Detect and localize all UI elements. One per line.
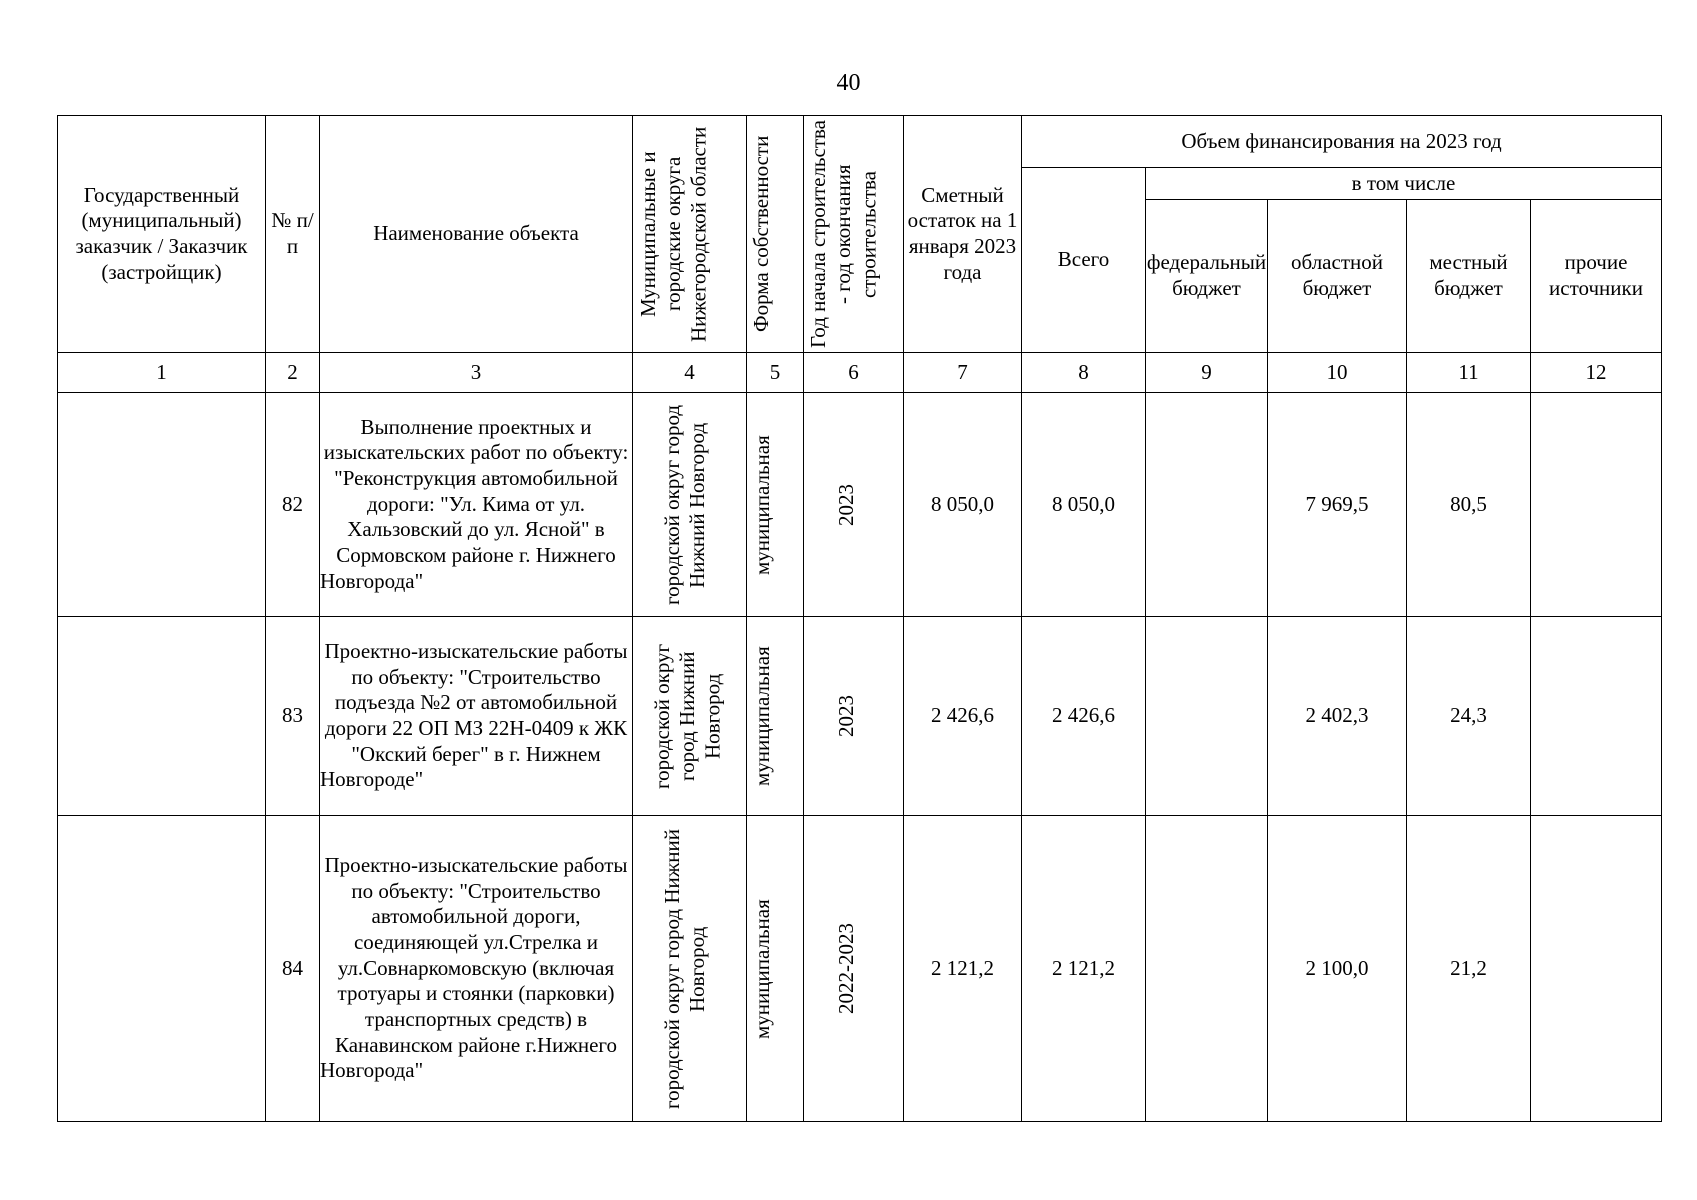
other-cell [1531,393,1662,617]
district-cell [633,393,747,617]
object-name: Проектно-изыскательские работы по объекту: "Строительство подъезда №2 от автомобильной дороги 22 ОП МЗ 22Н-0409 к ЖК "Окский берег" в г. Нижнем Новгороде" [320,617,633,816]
page-number: 40 [836,70,861,96]
estimate-cell: 2 121,2 [904,816,1022,1122]
ownership-cell [747,617,804,816]
local-cell: 80,5 [1407,393,1531,617]
federal-cell [1146,617,1268,816]
ownership-cell [747,816,804,1122]
header-total: Всего [1022,168,1146,353]
other-cell [1531,617,1662,816]
years-cell [804,393,904,617]
regional-cell: 2 100,0 [1268,816,1407,1122]
regional-cell: 2 402,3 [1268,617,1407,816]
customer-cell [58,816,266,1122]
total-cell: 2 426,6 [1022,617,1146,816]
estimate-cell: 2 426,6 [904,617,1022,816]
years-cell [804,816,904,1122]
total-cell: 2 121,2 [1022,816,1146,1122]
ownership-cell [747,393,804,617]
col-number: 1 [58,353,266,393]
row-number: 82 [266,393,320,617]
table-row [58,617,1662,816]
header-local: местный бюджет [1407,200,1531,353]
years-text: 2023 [833,695,858,737]
header-district-text: Муниципальные и городские округа Нижегородской области [635,126,710,342]
header-number: № п/п [266,116,320,353]
years-text: 2022-2023 [833,923,858,1014]
district-cell [633,816,747,1122]
table-row [58,393,1662,617]
header-estimate: Сметный остаток на 1 января 2023 года [904,116,1022,353]
header-federal: федеральный бюджет [1146,200,1268,353]
col-number: 3 [320,353,633,393]
col-number: 11 [1407,353,1531,393]
ownership-text: муниципальная [750,434,774,575]
header-ownership-text: Форма собственности [748,135,773,333]
header-including: в том числе [1146,168,1662,200]
header-years-text: Год начала строительства - год окончания строительства [805,120,880,348]
header-customer: Государственный (муниципальный) заказчик / Заказчик (застройщик) [58,116,266,353]
financing-table [57,115,1662,1122]
ownership-text: муниципальная [750,646,774,786]
district-text: городской округ город Нижний Новгород [649,643,724,789]
object-name: Выполнение проектных и изыскательских работ по объекту: "Реконструкция автомобильной дороги: "Ул. Кима от ул. Хальзовский до ул. Ясной" в Сормовском районе г. Нижнего Новгорода" [320,393,633,617]
col-number: 8 [1022,353,1146,393]
ownership-text: муниципальная [750,898,774,1039]
col-number: 7 [904,353,1022,393]
col-number: 10 [1268,353,1407,393]
col-number: 2 [266,353,320,393]
col-number: 5 [747,353,804,393]
years-text: 2023 [833,483,858,526]
header-district [633,116,747,353]
object-name: Проектно-изыскательские работы по объекту: "Строительство автомобильной дороги, соединяющей ул.Стрелка и ул.Совнаркомовскую (включая тротуары и стоянки (парковки) транспортных средств) в Канавинском районе г.Нижнего Новгорода" [320,816,633,1122]
column-numbers-row [58,353,1662,393]
local-cell: 24,3 [1407,617,1531,816]
federal-cell [1146,816,1268,1122]
header-other: прочие источники [1531,200,1662,353]
regional-cell: 7 969,5 [1268,393,1407,617]
local-cell: 21,2 [1407,816,1531,1122]
col-number: 9 [1146,353,1268,393]
header-regional: областной бюджет [1268,200,1407,353]
other-cell [1531,816,1662,1122]
district-text: городской округ город Нижний Новгород [659,828,709,1109]
district-cell [633,617,747,816]
row-number: 84 [266,816,320,1122]
estimate-cell: 8 050,0 [904,393,1022,617]
header-years [804,116,904,353]
customer-cell [58,393,266,617]
years-cell [804,617,904,816]
col-number: 4 [633,353,747,393]
col-number: 12 [1531,353,1662,393]
district-text: городской округ город Нижний Новгород [659,404,709,605]
header-ownership [747,116,804,353]
total-cell: 8 050,0 [1022,393,1146,617]
header-object-name: Наименование объекта [320,116,633,353]
customer-cell [58,617,266,816]
row-number: 83 [266,617,320,816]
table-row [58,816,1662,1122]
col-number: 6 [804,353,904,393]
header-financing: Объем финансирования на 2023 год [1022,116,1662,168]
federal-cell [1146,393,1268,617]
